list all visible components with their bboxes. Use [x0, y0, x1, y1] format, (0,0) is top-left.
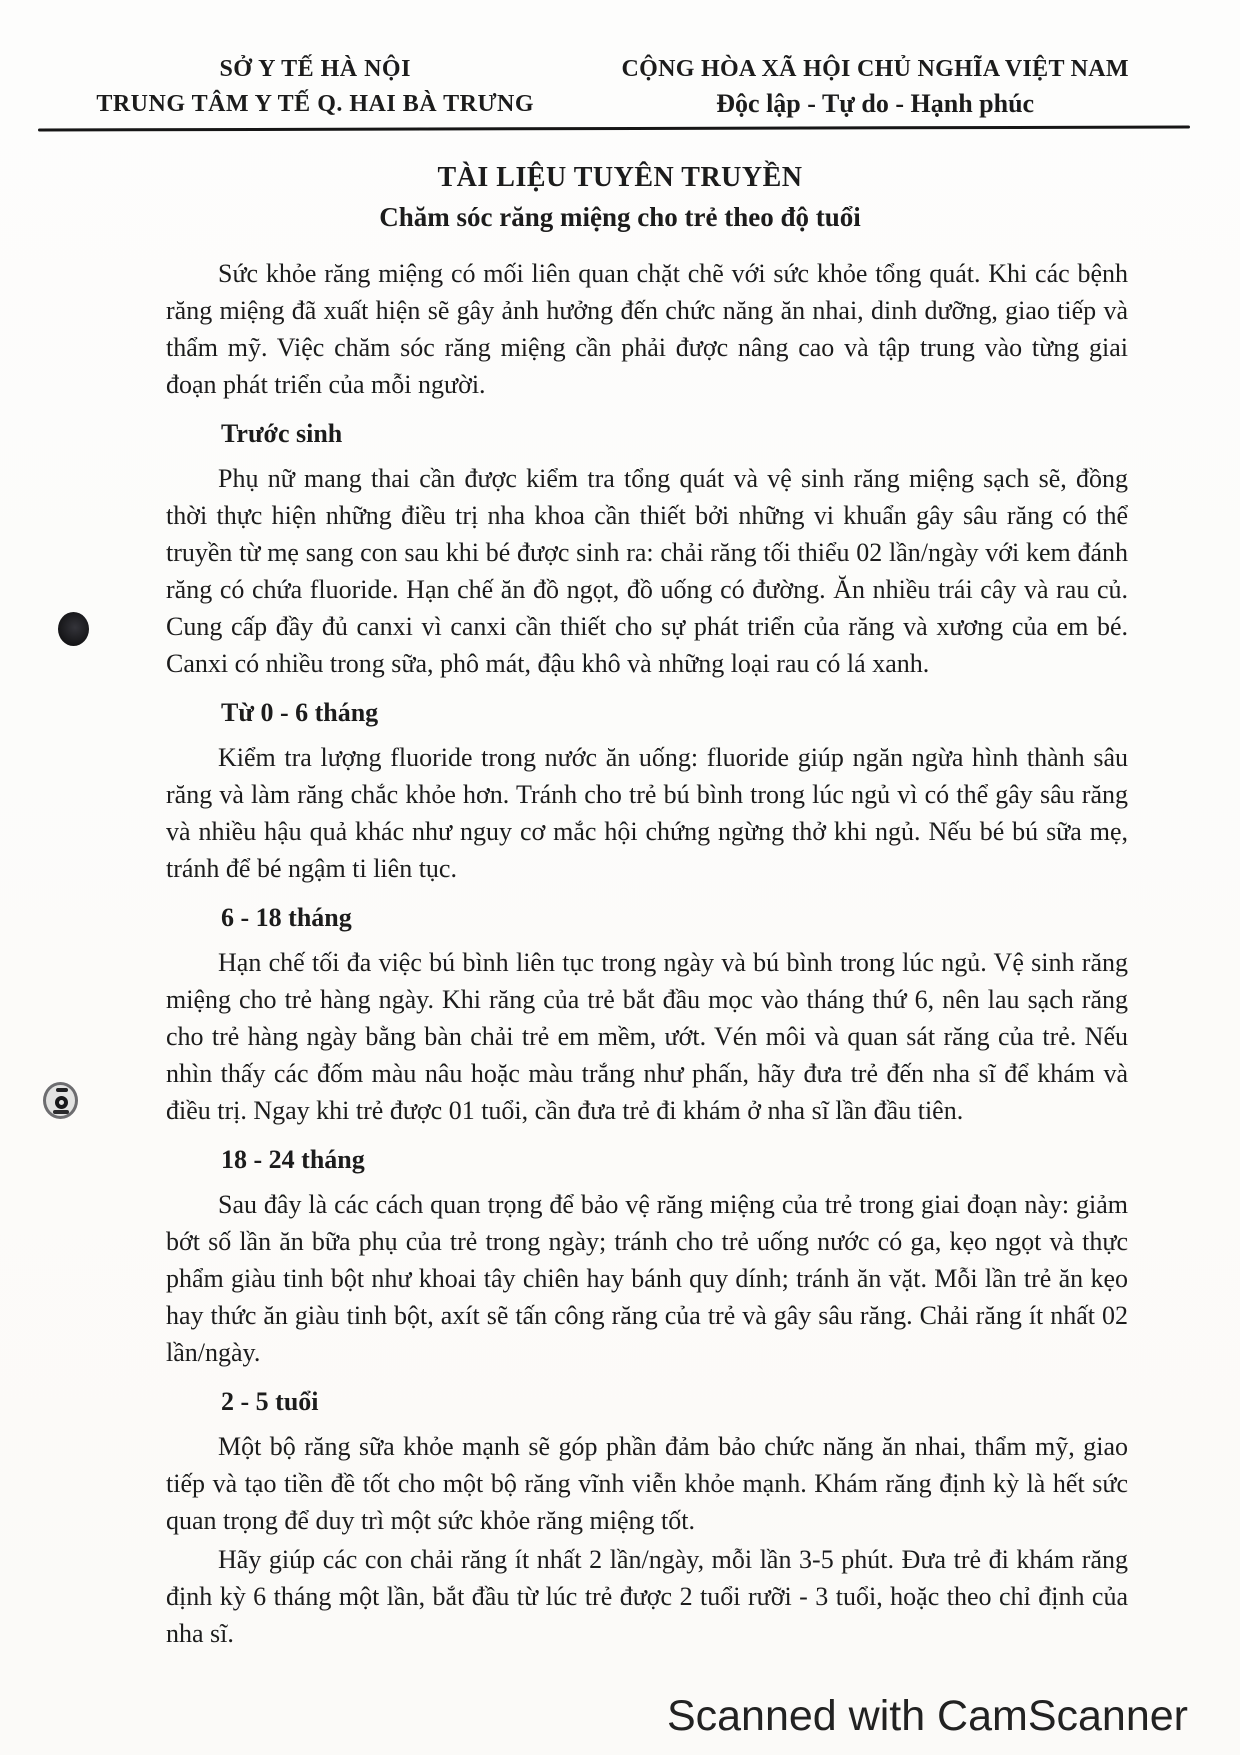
agency-name: TRUNG TÂM Y TẾ Q. HAI BÀ TRƯNG: [96, 91, 535, 117]
header-divider: [38, 125, 1190, 131]
document-title: TÀI LIỆU TUYÊN TRUYỀN: [437, 162, 803, 193]
section-paragraph: Hạn chế tối đa việc bú bình liên tục trong ngày và bú bình trong lúc ngủ. Vệ sinh răng miệng cho trẻ hàng ngày. Khi răng của trẻ bắt đầu mọc vào tháng thứ 6, nên lau sạch răng cho trẻ hàng ngày bằng bàn chải trẻ em mềm, ướt. Vén môi và quan sát răng của trẻ. Nếu nhìn thấy các đốm màu nâu hoặc màu trắng như phấn, hãy đưa trẻ đến nha sĩ để khám và điều trị. Ngay khi trẻ được 01 tuổi, cần đưa trẻ đi khám ở nha sĩ lần đầu tiên.: [166, 948, 1128, 1125]
document-body: [166, 255, 1128, 1652]
stamp-smudge-mark: [43, 1082, 78, 1119]
hole-punch-mark: [58, 612, 89, 646]
intro-paragraph: Sức khỏe răng miệng có mối liên quan chặt chẽ với sức khỏe tổng quát. Khi các bệnh răng miệng đã xuất hiện sẽ gây ảnh hưởng đến chức năng ăn nhai, dinh dưỡng, giao tiếp và thẩm mỹ. Việc chăm sóc răng miệng cần phải được nâng cao và tập trung vào từng giai đoạn phát triển của mỗi người.: [166, 259, 1128, 399]
camscanner-watermark: Scanned with CamScanner: [666, 1692, 1188, 1740]
national-motto-block: [570, 56, 1240, 119]
section-heading: Từ 0 - 6 tháng: [221, 698, 379, 727]
national-motto: Độc lập - Tự do - Hạnh phúc: [716, 89, 1035, 118]
section-paragraph: Phụ nữ mang thai cần được kiểm tra tổng quát và vệ sinh răng miệng sạch sẽ, đồng thời thực hiện những điều trị nha khoa cần thiết bởi những vi khuẩn gây sâu răng có thể truyền từ mẹ sang con sau khi bé được sinh ra: chải răng tối thiểu 02 lần/ngày với kem đánh răng có chứa fluoride. Hạn chế ăn đồ ngọt, đồ uống có đường. Ăn nhiều trái cây và rau củ. Cung cấp đầy đủ canxi vì canxi cần thiết cho sự phát triển của răng và xương của em bé. Canxi có nhiều trong sữa, phô mát, đậu khô và những loại rau có lá xanh.: [166, 464, 1128, 678]
document-header: [0, 0, 1240, 119]
document-subtitle: Chăm sóc răng miệng cho trẻ theo độ tuổi: [379, 202, 861, 232]
section-paragraph: Kiểm tra lượng fluoride trong nước ăn uống: fluoride giúp ngăn ngừa hình thành sâu răng và làm răng chắc khỏe hơn. Tránh cho trẻ bú bình trong lúc ngủ vì có thể gây sâu răng và nhiều hậu quả khác như nguy cơ mắc hội chứng ngừng thở khi ngủ. Nếu bé bú sữa mẹ, tránh để bé ngậm ti liên tục.: [166, 743, 1128, 883]
section-6-18-thang: [166, 899, 1128, 1129]
section-paragraph: Sau đây là các cách quan trọng để bảo vệ răng miệng của trẻ trong giai đoạn này: giảm bớt số lần ăn bữa phụ của trẻ trong ngày; tránh cho trẻ uống nước có ga, kẹo ngọt và thực phẩm giàu tinh bột như khoai tây chiên hay bánh quy dính; tránh ăn vặt. Mỗi lần trẻ ăn kẹo hay thức ăn giàu tinh bột, axít sẽ tấn công răng của trẻ và gây sâu răng. Chải răng ít nhất 02 lần/ngày.: [166, 1190, 1128, 1367]
section-paragraph: Hãy giúp các con chải răng ít nhất 2 lần/ngày, mỗi lần 3-5 phút. Đưa trẻ đi khám răng định kỳ 6 tháng một lần, bắt đầu từ lúc trẻ được 2 tuổi rưỡi - 3 tuổi, hoặc theo chỉ định của nha sĩ.: [166, 1545, 1128, 1648]
section-heading: 6 - 18 tháng: [221, 903, 352, 932]
section-truoc-sinh: [166, 415, 1128, 682]
section-paragraph: Một bộ răng sữa khỏe mạnh sẽ góp phần đảm bảo chức năng ăn nhai, thẩm mỹ, giao tiếp và tạo tiền đề tốt cho một bộ răng vĩnh viễn khỏe mạnh. Khám răng định kỳ là hết sức quan trọng để duy trì một sức khỏe răng miệng tốt.: [166, 1432, 1128, 1535]
section-2-5-tuoi: [166, 1383, 1128, 1652]
section-0-6-thang: [166, 694, 1128, 887]
section-18-24-thang: [166, 1141, 1128, 1371]
section-heading: Trước sinh: [221, 419, 343, 448]
agency-parent-name: SỞ Y TẾ HÀ NỘI: [219, 56, 411, 82]
section-heading: 2 - 5 tuổi: [221, 1387, 319, 1416]
issuing-agency-block: [0, 56, 570, 119]
section-heading: 18 - 24 tháng: [221, 1145, 365, 1174]
country-title: CỘNG HÒA XÃ HỘI CHỦ NGHĨA VIỆT NAM: [621, 56, 1129, 82]
